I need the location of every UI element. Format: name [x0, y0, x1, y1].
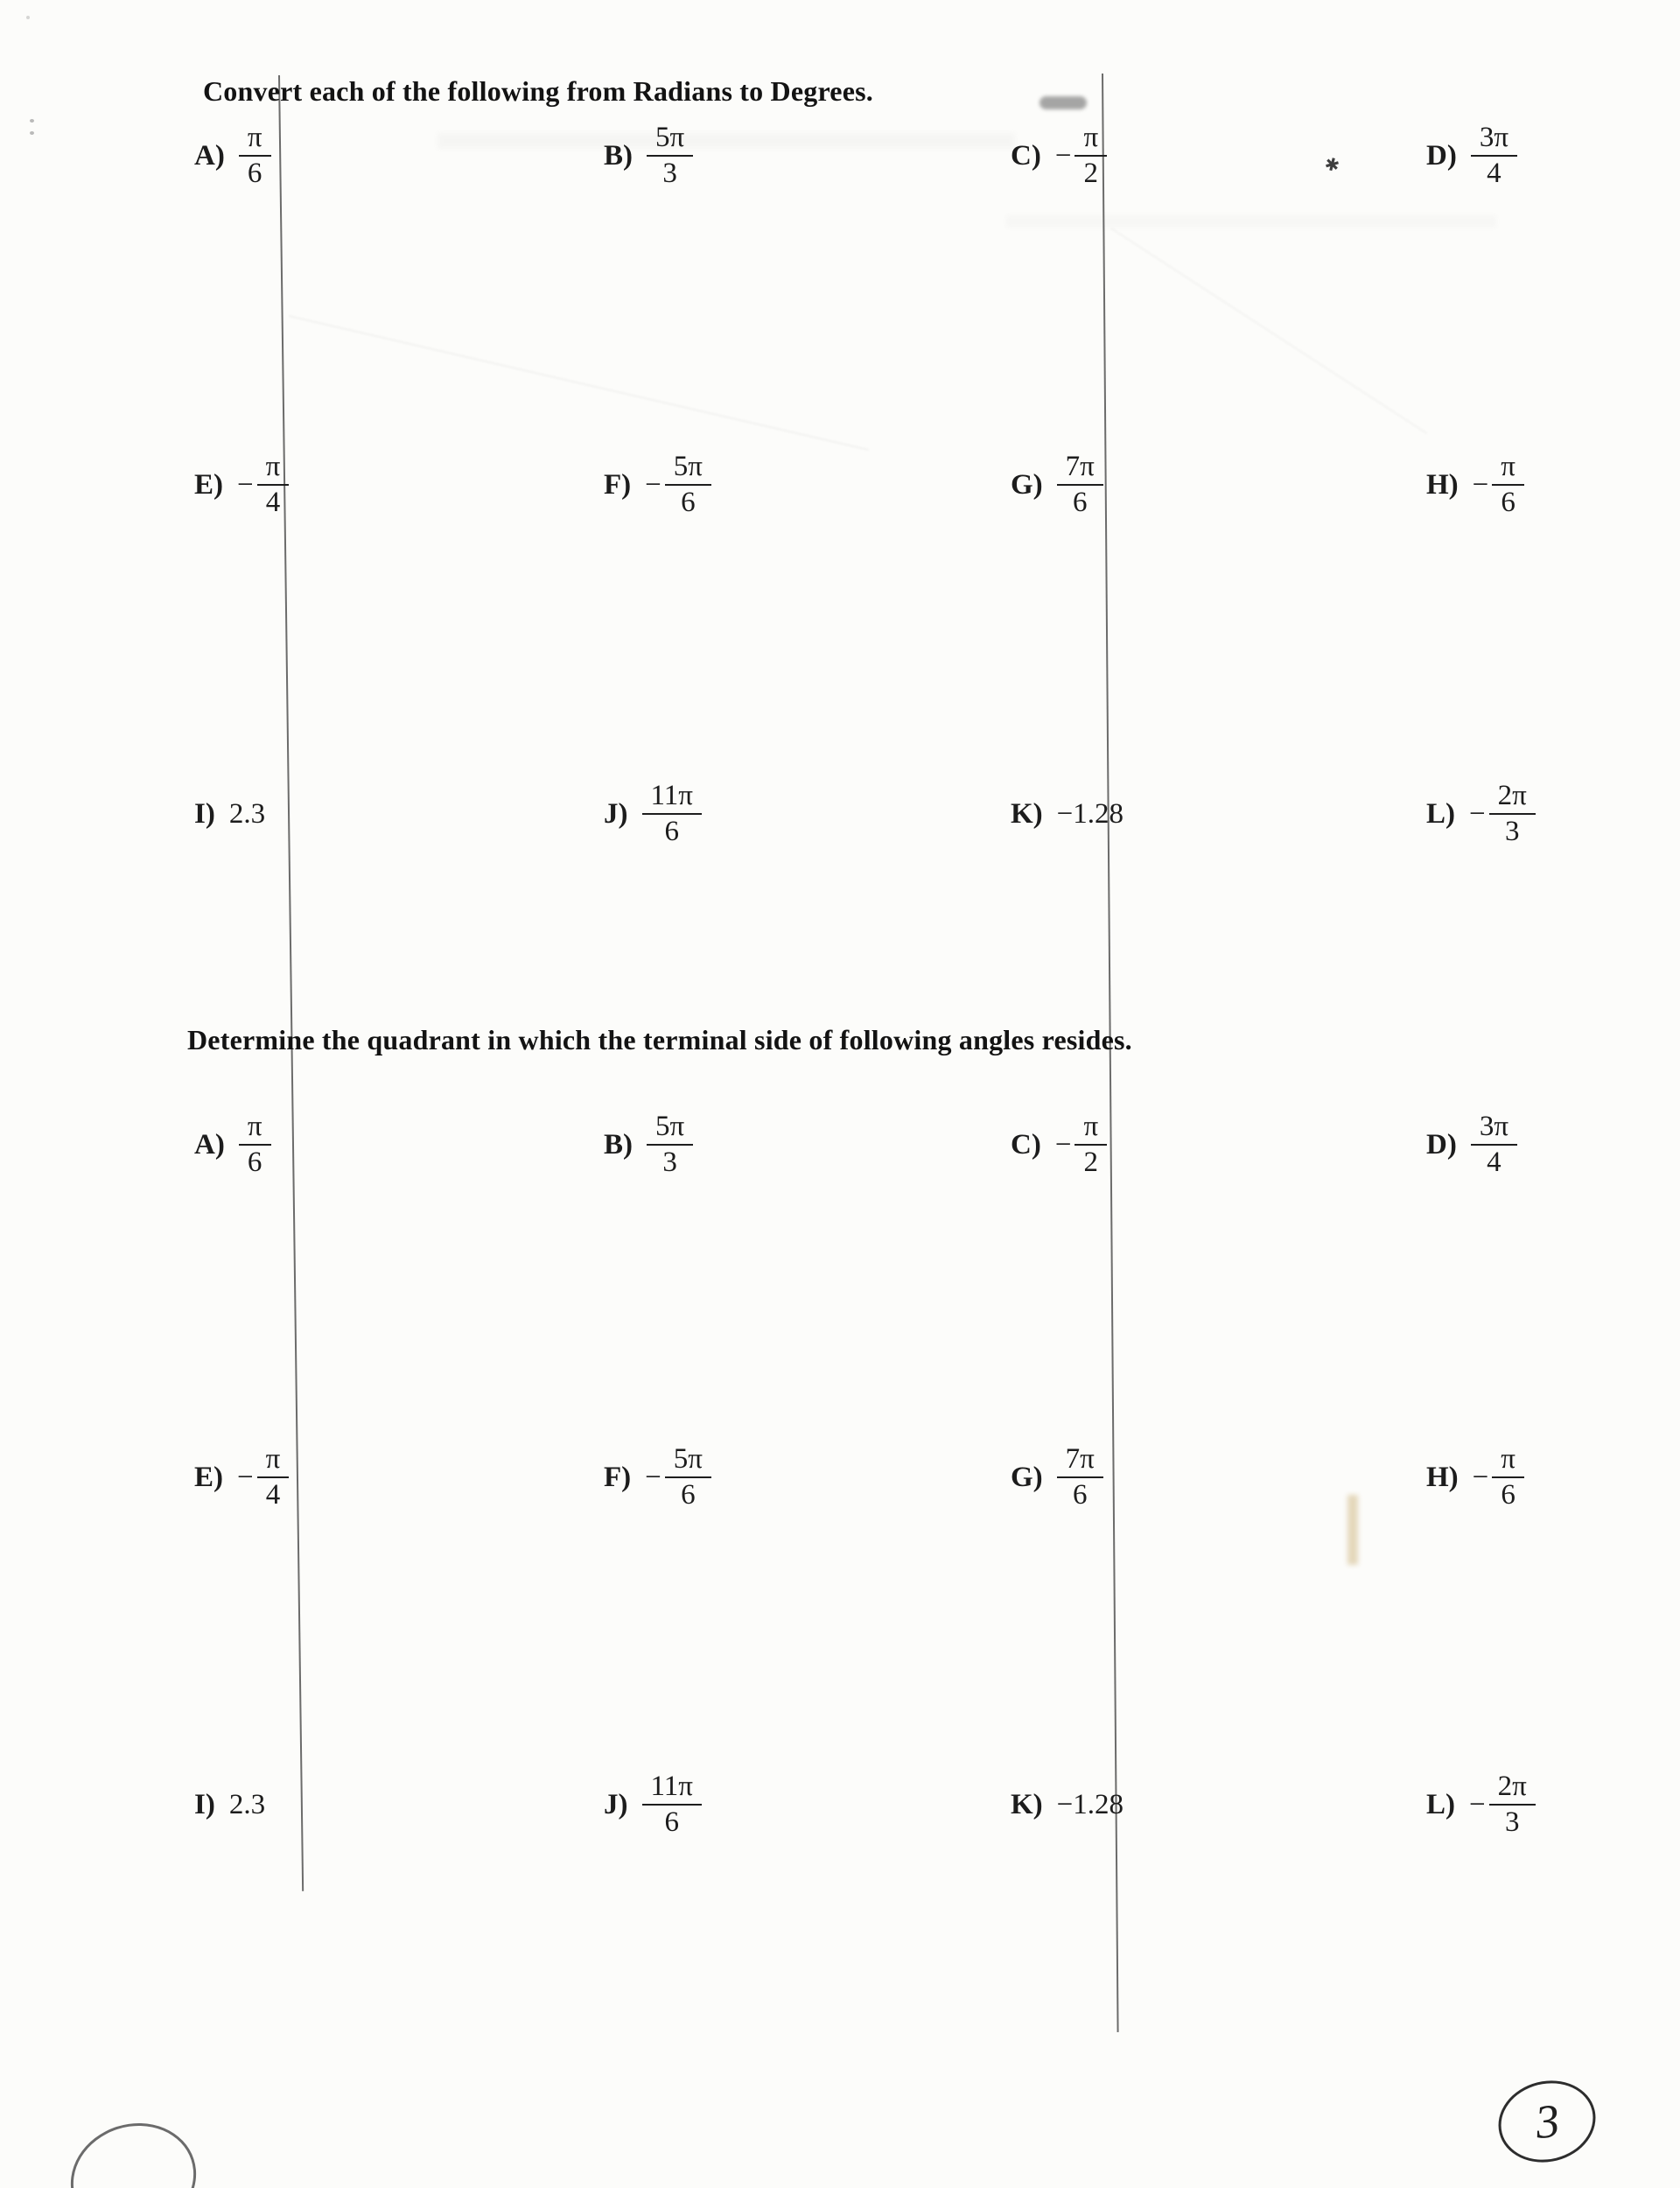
fraction-numerator: 2π — [1489, 1771, 1536, 1806]
item-label: F) — [604, 468, 632, 501]
item-convert-a — [194, 119, 271, 193]
item-label: B) — [604, 1128, 633, 1161]
fraction — [257, 451, 290, 519]
fraction-numerator: 7π — [1057, 451, 1103, 486]
fraction — [1489, 1771, 1536, 1839]
item-convert-g — [1011, 448, 1103, 522]
item-label: L) — [1426, 1788, 1455, 1820]
fraction — [642, 1771, 702, 1839]
item-label: K) — [1011, 797, 1043, 830]
fraction — [1057, 1443, 1103, 1511]
item-convert-i — [194, 777, 265, 851]
item-label: I) — [194, 797, 215, 830]
scan-speck — [30, 131, 34, 135]
item-quadrant-k — [1011, 1768, 1124, 1841]
item-value: 2.3 — [228, 1788, 266, 1820]
item-value: 2.3 — [228, 797, 266, 830]
item-convert-e — [194, 448, 289, 522]
fraction — [647, 122, 693, 190]
scan-speck — [30, 119, 34, 123]
item-quadrant-d — [1426, 1108, 1517, 1182]
fraction-numerator: π — [1492, 451, 1524, 486]
fraction-numerator: 11π — [642, 1771, 702, 1806]
fraction-denominator: 4 — [265, 1479, 281, 1511]
fraction-denominator: 4 — [1487, 1147, 1502, 1178]
fraction-denominator: 6 — [1501, 1479, 1516, 1511]
item-value: −1.28 — [1056, 797, 1124, 830]
minus-sign: − — [645, 1461, 662, 1493]
minus-sign: − — [1054, 1128, 1072, 1161]
scan-ghost-line — [289, 315, 869, 451]
fraction — [1471, 122, 1517, 190]
fraction-denominator: 6 — [664, 816, 679, 847]
fraction-denominator: 4 — [265, 487, 281, 518]
fraction-denominator: 6 — [681, 1479, 696, 1511]
section-title-determine-quadrant: Determine the quadrant in which the terminal side of following angles resides. — [187, 1024, 1132, 1055]
item-quadrant-c — [1011, 1108, 1107, 1182]
item-label: C) — [1011, 139, 1041, 172]
fraction — [1471, 1111, 1517, 1179]
item-label: G) — [1011, 1461, 1043, 1493]
ink-speck-mark: ✱ — [1322, 154, 1342, 177]
minus-sign: − — [645, 468, 662, 501]
item-quadrant-l — [1426, 1768, 1536, 1841]
item-convert-f — [604, 448, 711, 522]
fraction-numerator: 5π — [647, 1111, 693, 1146]
fraction-denominator: 6 — [681, 487, 696, 518]
item-convert-k — [1011, 777, 1124, 851]
item-label: E) — [194, 468, 223, 501]
item-quadrant-f — [604, 1441, 711, 1514]
page-number: 3 — [1532, 2093, 1562, 2149]
fraction-denominator: 6 — [247, 1147, 262, 1178]
fraction — [1074, 1111, 1107, 1179]
fraction — [239, 122, 271, 190]
fraction-denominator: 2 — [1083, 158, 1099, 189]
fraction-denominator: 2 — [1083, 1147, 1099, 1178]
fraction-numerator: 7π — [1057, 1443, 1103, 1478]
corner-scribble-arc — [56, 2107, 211, 2188]
fraction-numerator: 5π — [647, 122, 693, 157]
fraction-numerator: π — [1074, 122, 1107, 157]
fraction — [1057, 451, 1103, 519]
scan-ghost-line — [1110, 228, 1427, 434]
fraction — [647, 1111, 693, 1179]
minus-sign: − — [1472, 1461, 1489, 1493]
fraction-denominator: 6 — [1501, 487, 1516, 518]
fraction-denominator: 6 — [247, 158, 262, 189]
fraction-numerator: π — [257, 1443, 290, 1478]
fraction-numerator: π — [257, 451, 290, 486]
item-label: L) — [1426, 797, 1455, 830]
item-label: J) — [604, 797, 628, 830]
minus-sign: − — [1054, 139, 1072, 172]
ink-smudge — [1040, 96, 1087, 109]
fraction — [1489, 780, 1536, 848]
scan-ghosting-band — [438, 133, 1015, 149]
fraction-numerator: 2π — [1489, 780, 1536, 815]
item-label: D) — [1426, 1128, 1457, 1161]
item-value: −1.28 — [1056, 1788, 1124, 1820]
fraction-denominator: 3 — [1504, 816, 1520, 847]
fraction-numerator: 3π — [1471, 122, 1517, 157]
scan-speck — [26, 16, 30, 19]
fraction — [1074, 122, 1107, 190]
fraction-numerator: 11π — [642, 780, 702, 815]
item-label: J) — [604, 1788, 628, 1820]
fraction-denominator: 4 — [1487, 158, 1502, 189]
item-quadrant-j — [604, 1768, 702, 1841]
fraction — [239, 1111, 271, 1179]
fraction-denominator: 6 — [1073, 487, 1088, 518]
highlighter-streak — [1348, 1495, 1358, 1565]
item-convert-b — [604, 119, 693, 193]
minus-sign: − — [1469, 1788, 1486, 1820]
item-label: C) — [1011, 1128, 1041, 1161]
item-label: E) — [194, 1461, 223, 1493]
fraction-numerator: 5π — [665, 451, 711, 486]
section-title-convert-radians-to-degrees: Convert each of the following from Radians to Degrees. — [203, 75, 873, 107]
item-quadrant-e — [194, 1441, 289, 1514]
page-number-circle — [1490, 2071, 1605, 2172]
fraction-numerator: π — [239, 122, 271, 157]
fraction-numerator: π — [239, 1111, 271, 1146]
fraction-numerator: 5π — [665, 1443, 711, 1478]
fraction — [665, 1443, 711, 1511]
item-label: A) — [194, 1128, 225, 1161]
item-label: K) — [1011, 1788, 1043, 1820]
fraction — [665, 451, 711, 519]
minus-sign: − — [237, 1461, 254, 1493]
item-convert-j — [604, 777, 702, 851]
item-label: G) — [1011, 468, 1043, 501]
item-quadrant-b — [604, 1108, 693, 1182]
item-label: H) — [1426, 1461, 1459, 1493]
item-label: A) — [194, 139, 225, 172]
fraction — [257, 1443, 290, 1511]
fraction-denominator: 3 — [1504, 1806, 1520, 1838]
item-convert-h — [1426, 448, 1524, 522]
paper-crease-left — [278, 75, 304, 1891]
fraction-numerator: 3π — [1471, 1111, 1517, 1146]
fraction — [1492, 451, 1524, 519]
minus-sign: − — [1472, 468, 1489, 501]
item-quadrant-g — [1011, 1441, 1103, 1514]
fraction — [1492, 1443, 1524, 1511]
item-convert-d — [1426, 119, 1517, 193]
fraction — [642, 780, 702, 848]
item-label: H) — [1426, 468, 1459, 501]
item-label: F) — [604, 1461, 632, 1493]
item-quadrant-a — [194, 1108, 271, 1182]
fraction-numerator: π — [1492, 1443, 1524, 1478]
item-label: D) — [1426, 139, 1457, 172]
fraction-denominator: 3 — [662, 158, 677, 189]
fraction-numerator: π — [1074, 1111, 1107, 1146]
minus-sign: − — [237, 468, 254, 501]
fraction-denominator: 6 — [664, 1806, 679, 1838]
item-convert-c — [1011, 119, 1107, 193]
item-quadrant-h — [1426, 1441, 1524, 1514]
item-label: B) — [604, 139, 633, 172]
item-quadrant-i — [194, 1768, 265, 1841]
scan-ghosting-band — [1006, 215, 1496, 228]
item-label: I) — [194, 1788, 215, 1820]
fraction-denominator: 3 — [662, 1147, 677, 1178]
item-convert-l — [1426, 777, 1536, 851]
minus-sign: − — [1469, 797, 1486, 830]
fraction-denominator: 6 — [1073, 1479, 1088, 1511]
